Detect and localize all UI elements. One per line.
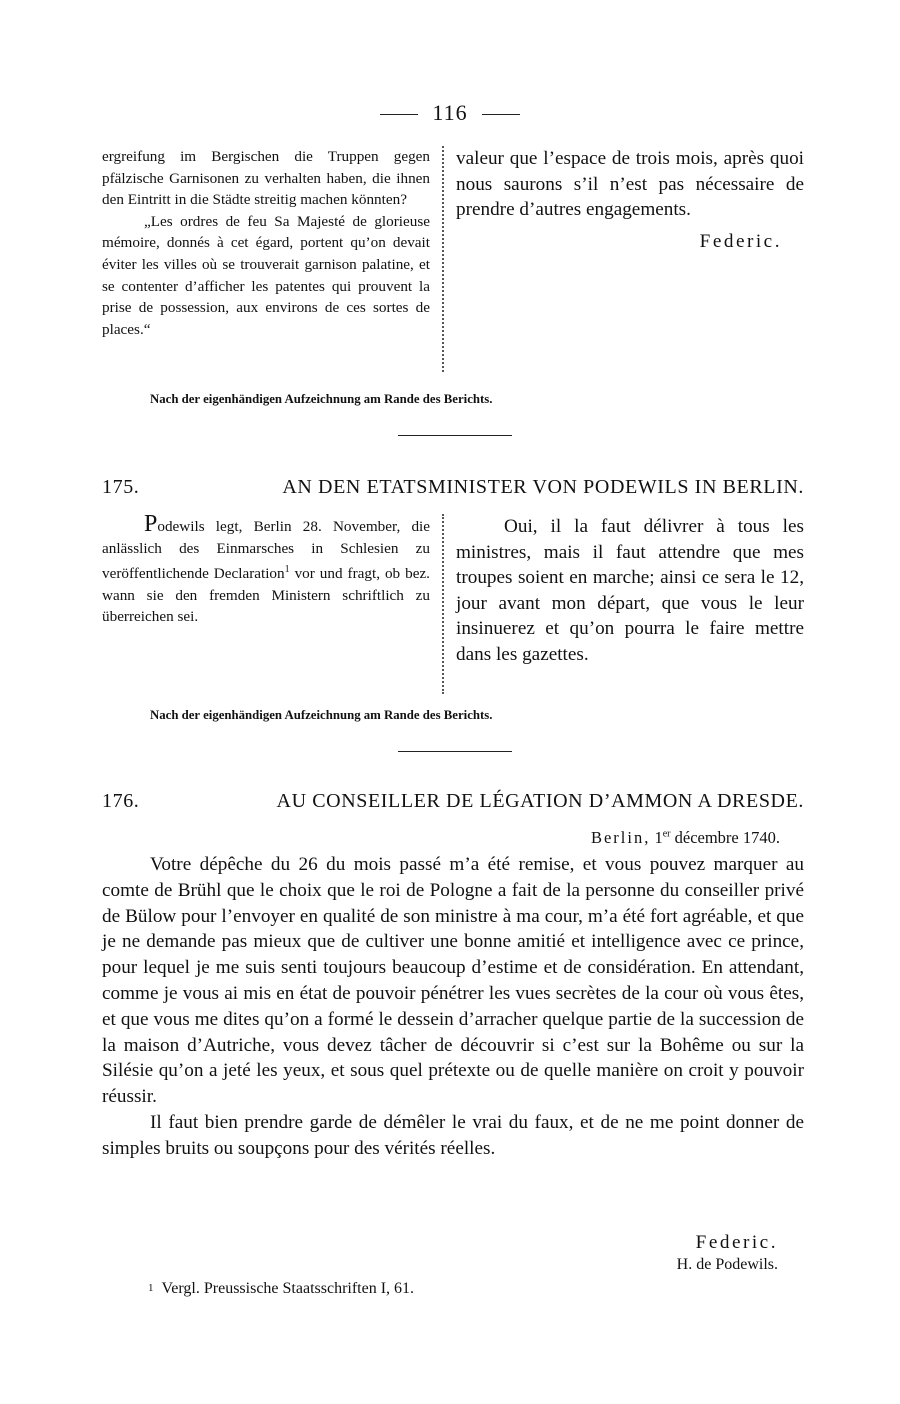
separator-rule-2 [398,751,512,752]
right-dash [482,114,520,115]
section-176-dateline: Berlin, 1er décembre 1740. [590,828,780,847]
footnote-mark: 1 [148,1282,154,1294]
left-dash [380,114,418,115]
page-number: 116 [432,100,468,125]
top-left-para1: ergreifung im Bergischen die Truppen gegen pfälzische Garnisonen zu verhalten haben, die ihnen den Eintritt in die Städte streitig machen könnten? [102,148,430,209]
section-175-heading [102,476,804,499]
footnote [148,1280,414,1298]
section-175-right-text: Oui, il la faut délivrer à tous les ministres, mais il faut attendre que mes troupes soient en marche; ainsi ce sera le 12, jour avant mon départ, que vous le leur insinuerez et qu’on pourra le faire mettre dans les gazettes. [456,516,804,665]
section-176-number: 176. [102,790,140,812]
signature-federic: Federic. [695,1232,778,1253]
section-175-note: Nach der eigenhändigen Aufzeichnung am Rande des Berichts. [150,708,493,722]
section-176-heading [102,790,804,813]
section-176-body [102,852,804,1162]
signature-podewils: H. de Podewils. [676,1256,778,1273]
section-175-left-text: Podewils legt, Berlin 28. November, die anlässlich des Einmarsches in Schlesien zu veröffentlichende Declaration$^1$ vor und fragt, ob bez. wann sie den fremden Ministern schriftlich zu überreichen sei. [102,511,430,626]
section-175-columns [102,511,804,694]
section-175-dropcap: P [144,511,158,537]
top-left-para2: „Les ordres de feu Sa Majesté de glorieuse mémoire, donnés à cet égard, portent qu’on devait éviter les villes où se trouverait garnison palatine, et se contenter d’afficher les patentes qui prouvent la prise de possession, aux environs de ces sortes de places.“ [102,212,430,338]
footnote-ref: 1 [284,564,290,576]
top-right-text: valeur que l’espace de trois mois, après quoi nous saurons s’il n’est pas nécessaire de prendre d’autres engagements. [456,148,804,221]
section-176-title: AU CONSEILLER DE LÉGATION D’AMMON A DRESDE. [276,790,804,812]
top-left-column [102,146,442,340]
section-175-title: AN DEN ETATSMINISTER VON PODEWILS IN BERLIN. [282,476,804,498]
top-right-column [442,146,804,372]
section-176-para1: Votre dépêche du 26 du mois passé m’a été remise, et vous pouvez marquer au comte de Brühl que le choix que le roi de Pologne a fait de la personne du conseiller privé de Bülow pour l’envoyer en qualité de son ministre à ma cour, m’a été fort agréable, et que je ne demande pas mieux que de cultiver une bonne amitié et intelligence avec ce prince, pour lequel je me suis senti toujours beaucoup d’estime et de considération. En attendant, comme je vous ai mis en état de pouvoir pénétrer les vues secrètes de la cour où vous êtes, et que vous me dites qu’on a formé le dessein d’arracher quelque partie de la succession de la maison d’Autriche, vous devez tâcher de découvrir si c’est sur la Bohême ou sur la Silésie qu’on a jeté les yeux, et sous quel prétexte ou de quelle manière on croit y pouvoir réussir. [102,854,804,1108]
top-right-signature: Federic. [699,230,782,252]
section-175-left-column [102,511,442,628]
section-176-para2: Il faut bien prendre garde de démêler le vrai du faux, et de ne me point donner de simples bruits ou soupçons pour des vérités réelles. [102,1111,804,1159]
section-176-signatures [677,1232,778,1274]
page-number-line [0,100,900,126]
top-columns [102,146,804,372]
footnote-text: Vergl. Preussische Staatsschriften I, 61. [161,1280,415,1297]
separator-rule-1 [398,435,512,436]
top-note: Nach der eigenhändigen Aufzeichnung am Rande des Berichts. [150,392,493,406]
section-175-right-column [442,514,804,694]
section-175-number: 175. [102,476,140,498]
